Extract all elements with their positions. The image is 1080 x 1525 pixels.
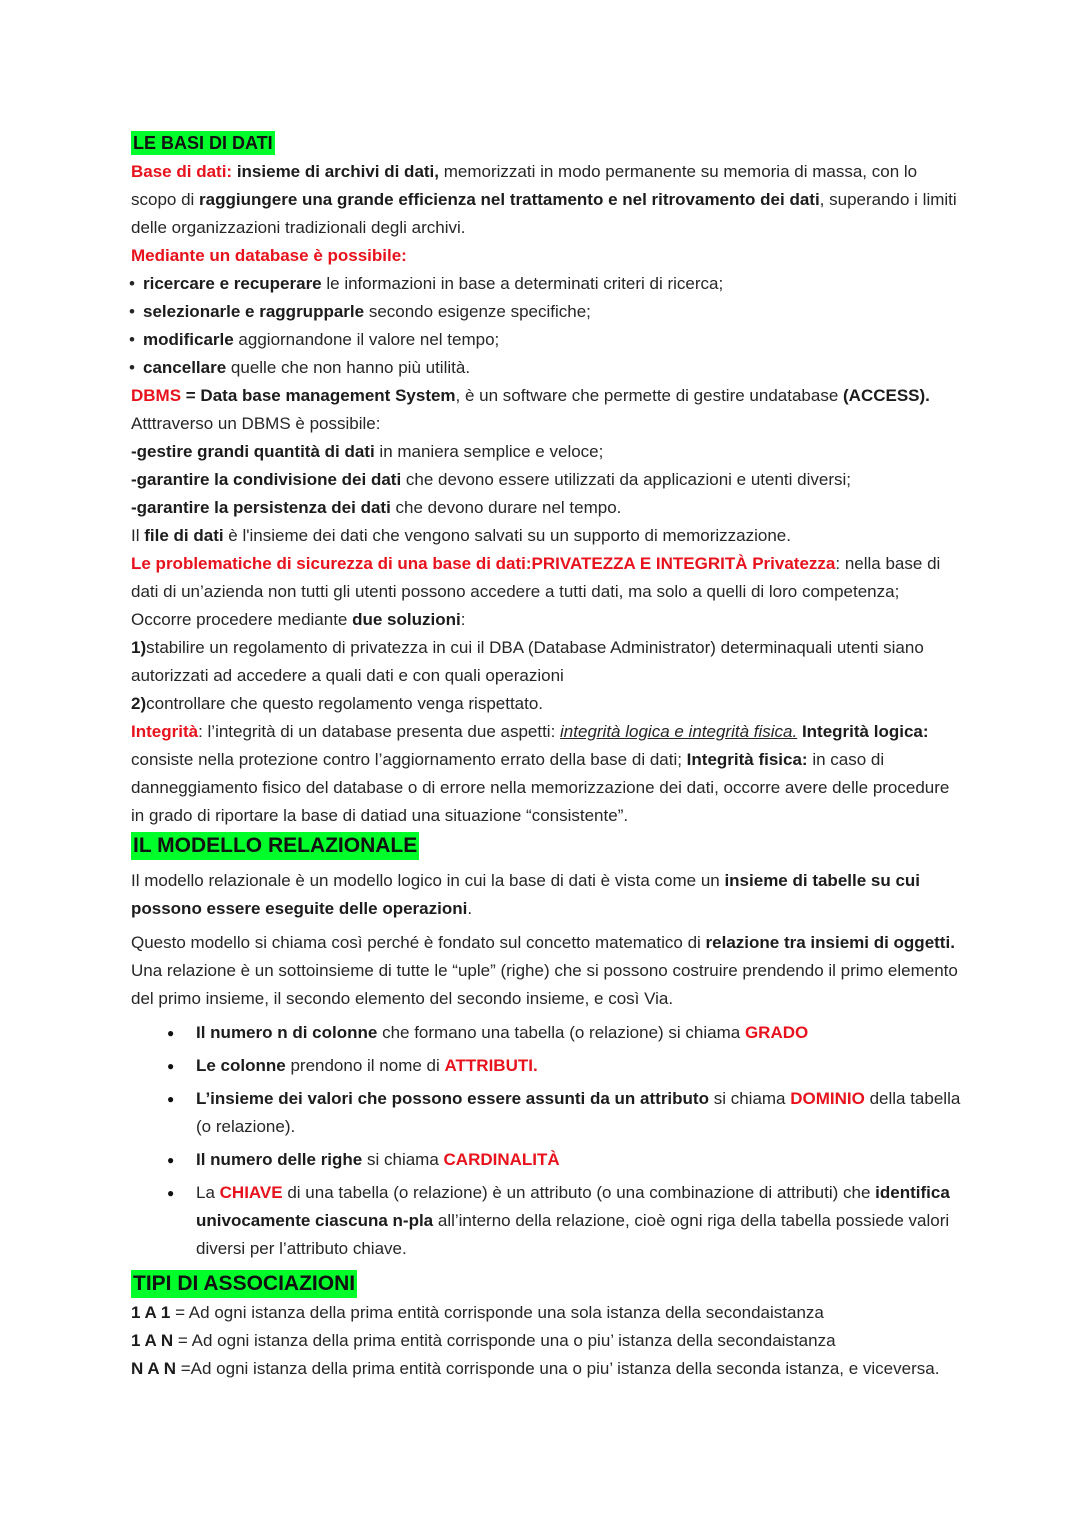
section-heading-tipi-associazioni: TIPI DI ASSOCIAZIONI bbox=[131, 1270, 357, 1298]
subtitle-possible: Mediante un database è possibile: bbox=[131, 246, 407, 265]
document-body bbox=[131, 130, 961, 1383]
list-item: 1)stabilire un regolamento di privatezza in cui il DBA (Database Administrator) determinaquali utenti siano autorizzati ad accedere a quali dati e con quali operazioni bbox=[131, 638, 924, 685]
section-heading-basi-di-dati: LE BASI DI DATI bbox=[133, 133, 273, 153]
list-item: ● Le colonne prendono il nome di ATTRIBUTI. bbox=[131, 1052, 961, 1080]
list-item: -garantire la persistenza dei dati che devono durare nel tempo. bbox=[131, 498, 622, 517]
paragraph-through-dbms: Atttraverso un DBMS è possibile: bbox=[131, 414, 381, 433]
paragraph-security: Le problematiche di sicurezza di una base di dati:PRIVATEZZA E INTEGRITÀ Privatezza: nella base di dati di un’azienda non tutti gli utenti possono accedere a tutti dati, ma solo a quelli di loro competenza; bbox=[131, 554, 941, 601]
paragraph-dbms: DBMS = Data base management System, è un software che permette di gestire undatabase (ACCESS). bbox=[131, 386, 930, 405]
list-item: N A N =Ad ogni istanza della prima entità corrisponde una o piu’ istanza della seconda istanza, e viceversa. bbox=[131, 1359, 940, 1378]
paragraph-relation-definition: Questo modello si chiama così perché è fondato sul concetto matematico di relazione tra insiemi di oggetti. Una relazione è un sottoinsieme di tutte le “uple” (righe) che si possono costruire prendendo il primo elemento del primo insieme, il secondo elemento del secondo insieme, e così Via. bbox=[131, 933, 958, 1008]
list-item: 1 A N = Ad ogni istanza della prima entità corrisponde una o piu’ istanza della secondaistanza bbox=[131, 1331, 836, 1350]
list-item: • modificarle aggiornandone il valore nel tempo; bbox=[131, 326, 961, 354]
paragraph-definition: Base di dati: insieme di archivi di dati, memorizzati in modo permanente su memoria di massa, con lo scopo di raggiungere una grande efficienza nel trattamento e nel ritrovamento dei dati, superando i limiti delle organizzazioni tradizionali degli archivi. bbox=[131, 162, 957, 237]
relational-terms-list bbox=[131, 1019, 961, 1263]
list-item: 2)controllare che questo regolamento venga rispettato. bbox=[131, 694, 544, 713]
paragraph-integrity: Integrità: l’integrità di un database presenta due aspetti: integrità logica e integrità fisica. Integrità logica: consiste nella protezione contro l’aggiornamento errato della base di dati; Integrità fisica: in caso di danneggiamento fisico del database o di errore nella memorizzazione dei dati, occorre avere delle procedure in grado di riportare la base di datiad una situazione “consistente”. bbox=[131, 722, 950, 825]
section-heading-modello-relazionale: IL MODELLO RELAZIONALE bbox=[131, 832, 419, 860]
list-item: ● Il numero n di colonne che formano una tabella (o relazione) si chiama GRADO bbox=[131, 1019, 961, 1047]
database-capabilities-list bbox=[131, 270, 961, 382]
list-item: • cancellare quelle che non hanno più utilità. bbox=[131, 354, 961, 382]
list-item: -garantire la condivisione dei dati che devono essere utilizzati da applicazioni e utenti diversi; bbox=[131, 470, 851, 489]
paragraph-relational-model: Il modello relazionale è un modello logico in cui la base di dati è vista come un insieme di tabelle su cui possono essere eseguite delle operazioni. bbox=[131, 871, 921, 918]
list-item: ● L’insieme dei valori che possono essere assunti da un attributo si chiama DOMINIO della tabella (o relazione). bbox=[131, 1085, 961, 1141]
paragraph-file: Il file di dati è l'insieme dei dati che vengono salvati su un supporto di memorizzazione. bbox=[131, 526, 791, 545]
paragraph-solutions: Occorre procedere mediante due soluzioni: bbox=[131, 610, 466, 629]
list-item: • selezionarle e raggrupparle secondo esigenze specifiche; bbox=[131, 298, 961, 326]
list-item: • ricercare e recuperare le informazioni in base a determinati criteri di ricerca; bbox=[131, 270, 961, 298]
list-item: ● La CHIAVE di una tabella (o relazione) è un attributo (o una combinazione di attributi) che identifica univocamente ciascuna n-pla all’interno della relazione, cioè ogni riga della tabella possiede valori diversi per l’attributo chiave. bbox=[131, 1179, 961, 1263]
list-item: ● Il numero delle righe si chiama CARDINALITÀ bbox=[131, 1146, 961, 1174]
list-item: 1 A 1 = Ad ogni istanza della prima entità corrisponde una sola istanza della secondaistanza bbox=[131, 1303, 824, 1322]
list-item: -gestire grandi quantità di dati in maniera semplice e veloce; bbox=[131, 442, 604, 461]
